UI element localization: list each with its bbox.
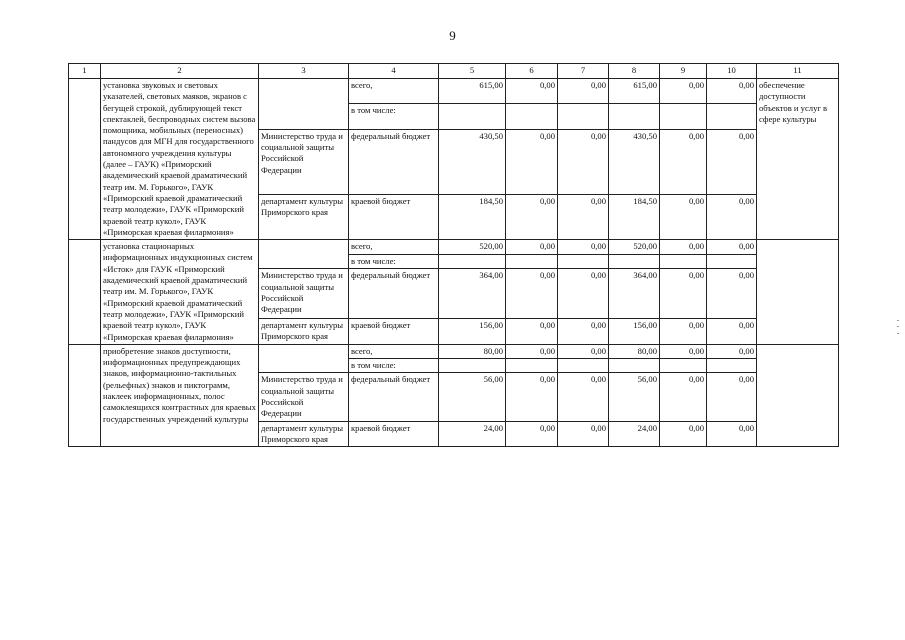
expected-result: обеспечение доступности объектов и услуг в сфере культуры [757, 79, 839, 240]
amount-cell: 56,00 [439, 373, 506, 421]
source-label: краевой бюджет [349, 421, 439, 447]
amount-cell: 615,00 [439, 79, 506, 104]
executor-cell [259, 240, 349, 269]
amount-cell: 0,00 [506, 269, 558, 318]
column-header: 10 [707, 64, 757, 79]
amount-cell: 0,00 [506, 79, 558, 104]
amount-cell: 0,00 [558, 269, 609, 318]
row-index-cell [69, 344, 101, 446]
amount-cell: 24,00 [439, 421, 506, 447]
amount-cell: 0,00 [707, 240, 757, 255]
column-header: 7 [558, 64, 609, 79]
expected-result [757, 240, 839, 345]
amount-cell: 0,00 [707, 344, 757, 358]
amount-cell: 80,00 [439, 344, 506, 358]
amount-cell: 56,00 [609, 373, 660, 421]
column-header: 9 [660, 64, 707, 79]
source-label: всего, [349, 344, 439, 358]
executor-name: департамент культуры Приморского края [259, 421, 349, 447]
amount-cell: 184,50 [439, 194, 506, 239]
amount-cell: 0,00 [506, 421, 558, 447]
amount-cell: 364,00 [439, 269, 506, 318]
column-header: 3 [259, 64, 349, 79]
executor-cell [259, 79, 349, 130]
executor-name: Министерство труда и социальной защиты Российской Федерации [259, 269, 349, 318]
column-header: 1 [69, 64, 101, 79]
source-label: краевой бюджет [349, 194, 439, 239]
source-label: всего, [349, 79, 439, 104]
column-header: 8 [609, 64, 660, 79]
amount-cell: 0,00 [506, 194, 558, 239]
amount-cell: 0,00 [558, 373, 609, 421]
table-row [69, 344, 839, 358]
amount-cell: 80,00 [609, 344, 660, 358]
amount-cell: 0,00 [558, 194, 609, 239]
executor-name: Министерство труда и социальной защиты Российской Федерации [259, 129, 349, 194]
source-label: федеральный бюджет [349, 129, 439, 194]
amount-cell: 24,00 [609, 421, 660, 447]
amount-cell: 0,00 [707, 129, 757, 194]
source-label: в том числе: [349, 359, 439, 373]
amount-cell: 0,00 [558, 318, 609, 344]
table-row [69, 79, 839, 104]
amount-cell: 0,00 [506, 373, 558, 421]
amount-cell: 0,00 [558, 240, 609, 255]
amount-cell: 0,00 [558, 344, 609, 358]
source-label: в том числе: [349, 104, 439, 129]
page-number: 9 [449, 28, 456, 43]
amount-cell: 0,00 [660, 194, 707, 239]
source-label: краевой бюджет [349, 318, 439, 344]
amount-cell: 0,00 [660, 240, 707, 255]
column-header: 5 [439, 64, 506, 79]
executor-name: Министерство труда и социальной защиты Российской Федерации [259, 373, 349, 421]
amount-cell: 0,00 [707, 79, 757, 104]
amount-cell: 0,00 [660, 318, 707, 344]
expected-result [757, 344, 839, 446]
measure-description: установка стационарных информационных индукционных систем «Исток» для ГАУК «Приморский академический краевой драматический театр им. М. Горького», ГАУК «Приморский краевой драматический театр молодежи», ГАУК «Приморский краевой театр кукол», ГАУК «Приморская краевая филармония» [101, 240, 259, 345]
amount-cell: 0,00 [558, 421, 609, 447]
executor-name: департамент культуры Приморского края [259, 194, 349, 239]
row-index-cell [69, 240, 101, 345]
measure-description: установка звуковых и световых указателей, световых маяков, экранов с бегущей строкой, дублирующей текст спектаклей, беспроводных систем вызова помощника, мобильных (переносных) пандусов для МГН для государственного автономного учреждения культуры (далее – ГАУК) «Приморский академический краевой драматический театр им. М. Горького», ГАУК «Приморский краевой драматический театр молодежи», ГАУК «Приморский краевой театр кукол», ГАУК «Приморская краевая филармония» [101, 79, 259, 240]
scan-artifact [897, 320, 899, 321]
amount-cell: 0,00 [660, 129, 707, 194]
amount-cell: 615,00 [609, 79, 660, 104]
column-header: 6 [506, 64, 558, 79]
amount-cell: 430,50 [439, 129, 506, 194]
amount-cell: 184,50 [609, 194, 660, 239]
column-header: 11 [757, 64, 839, 79]
amount-cell: 0,00 [506, 129, 558, 194]
amount-cell: 520,00 [609, 240, 660, 255]
amount-cell: 0,00 [506, 240, 558, 255]
amount-cell: 0,00 [660, 421, 707, 447]
source-label: всего, [349, 240, 439, 255]
amount-cell: 156,00 [609, 318, 660, 344]
scan-artifact [897, 326, 899, 327]
column-number-row [69, 64, 839, 79]
source-label: в том числе: [349, 254, 439, 269]
amount-cell: 0,00 [506, 318, 558, 344]
source-label: федеральный бюджет [349, 373, 439, 421]
amount-cell: 0,00 [558, 79, 609, 104]
amount-cell: 0,00 [660, 79, 707, 104]
amount-cell: 430,50 [609, 129, 660, 194]
amount-cell: 0,00 [660, 269, 707, 318]
source-label: федеральный бюджет [349, 269, 439, 318]
amount-cell: 0,00 [707, 269, 757, 318]
amount-cell: 0,00 [707, 421, 757, 447]
amount-cell: 0,00 [506, 344, 558, 358]
row-index-cell [69, 79, 101, 240]
budget-table [68, 63, 839, 447]
amount-cell: 156,00 [439, 318, 506, 344]
amount-cell: 0,00 [707, 194, 757, 239]
column-header: 4 [349, 64, 439, 79]
amount-cell: 364,00 [609, 269, 660, 318]
amount-cell: 0,00 [707, 318, 757, 344]
amount-cell: 520,00 [439, 240, 506, 255]
amount-cell: 0,00 [707, 373, 757, 421]
amount-cell: 0,00 [660, 344, 707, 358]
column-header: 2 [101, 64, 259, 79]
table-row [69, 240, 839, 255]
executor-cell [259, 344, 349, 373]
measure-description: приобретение знаков доступности, информационных предупреждающих знаков, информационно-тактильных (рельефных) знаков и пиктограмм, наклеек информационных, полос самоклеящихся контрастных для краевых государственных учреждений культуры [101, 344, 259, 446]
amount-cell: 0,00 [660, 373, 707, 421]
amount-cell: 0,00 [558, 129, 609, 194]
scan-artifact [897, 333, 899, 334]
executor-name: департамент культуры Приморского края [259, 318, 349, 344]
